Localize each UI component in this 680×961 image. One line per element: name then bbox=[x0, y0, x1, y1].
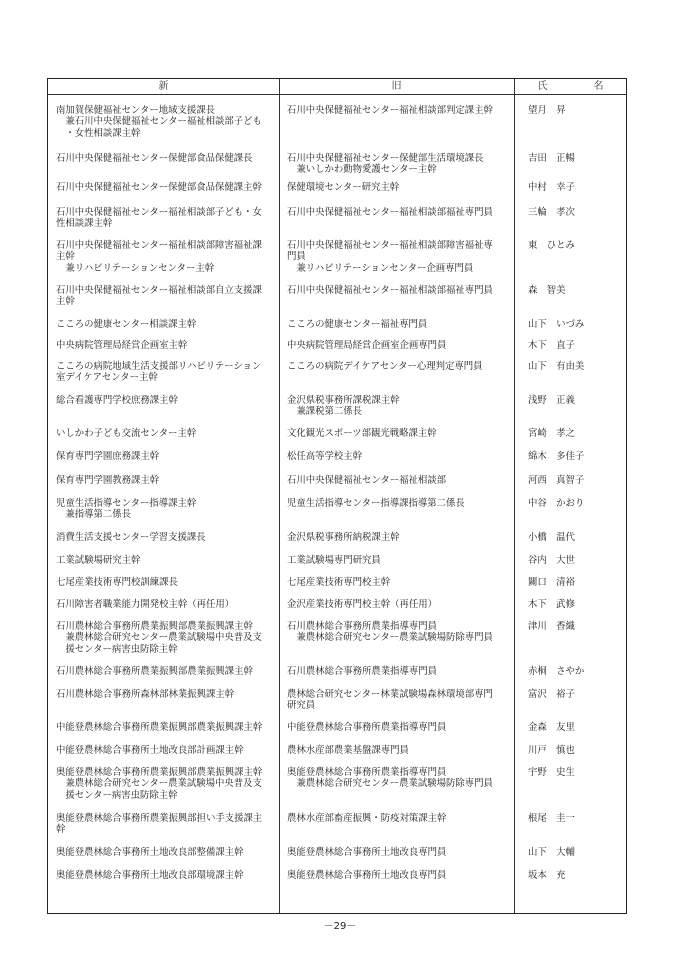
new-position-cell bbox=[56, 577, 276, 588]
person-name-cell: 金森 友里 bbox=[528, 722, 575, 733]
person-name-cell: 川戸 慎也 bbox=[528, 745, 575, 756]
old-position-cell bbox=[287, 722, 511, 733]
person-name-cell: 關口 清裕 bbox=[528, 577, 575, 588]
old-position-cell bbox=[287, 847, 511, 858]
new-position-cell bbox=[56, 240, 276, 274]
text-line: 兼指導第二係長 bbox=[56, 509, 132, 521]
text-line: 兼農林総合研究センター農業試験場中央普及支 bbox=[56, 632, 262, 644]
person-name-cell: 森 智美 bbox=[528, 285, 566, 296]
text-line: 性相談課主幹 bbox=[56, 218, 113, 230]
text-line: 七尾産業技術専門校訓練課長 bbox=[56, 577, 178, 588]
person-name-cell: 坂本 充 bbox=[528, 870, 566, 881]
text-line: 農林水産部農業基盤課専門員 bbox=[287, 745, 409, 756]
old-position-cell bbox=[287, 182, 511, 193]
new-position-cell bbox=[56, 340, 276, 351]
new-position-cell bbox=[56, 207, 276, 230]
text-line: こころの病院地域生活支援部リハビリテーション bbox=[56, 361, 262, 372]
text-line: 中央病院管理局経営企画室企画専門員 bbox=[287, 340, 447, 351]
text-line: こころの病院デイケアセンター心理判定専門員 bbox=[287, 361, 483, 372]
text-line: 兼農林総合研究センター農業試験場防除専門員 bbox=[287, 632, 493, 644]
header-name: 氏 名 bbox=[537, 81, 622, 92]
text-line: 石川中央保健福祉センター福祉相談部福祉専門員 bbox=[287, 285, 493, 296]
old-position-cell bbox=[287, 666, 511, 677]
old-position-cell bbox=[287, 361, 511, 372]
text-line: 金沢産業技術専門校主幹（再任用） bbox=[287, 599, 438, 610]
old-position-cell bbox=[287, 870, 511, 881]
person-name-cell: 東 ひとみ bbox=[528, 240, 575, 251]
text-line: 石川中央保健福祉センター福祉相談部障害福祉専 bbox=[287, 240, 493, 251]
text-line: 石川障害者職業能力開発校主幹（再任用） bbox=[56, 599, 235, 610]
new-position-cell bbox=[56, 666, 276, 677]
header-new: 新 bbox=[158, 81, 169, 92]
person-name-cell: 木下 直子 bbox=[528, 340, 575, 351]
text-line: 保健環境センター研究主幹 bbox=[287, 182, 400, 193]
text-line: 南加賀保健福祉センター地域支援課長 bbox=[56, 105, 216, 116]
person-name-cell: 赤桐 さやか bbox=[528, 666, 585, 677]
text-line: こころの健康センター相談課主幹 bbox=[56, 319, 197, 330]
new-position-cell bbox=[56, 870, 276, 881]
text-line: 工業試験場研究主幹 bbox=[56, 555, 141, 566]
person-name-cell: 小橋 温代 bbox=[528, 532, 575, 543]
text-line: 保育専門学園庶務課主幹 bbox=[56, 451, 160, 462]
text-line: 幹 bbox=[56, 824, 66, 836]
new-position-cell bbox=[56, 689, 276, 700]
text-line: 石川中央保健福祉センター福祉相談部子ども・女 bbox=[56, 207, 262, 218]
new-position-cell bbox=[56, 319, 276, 330]
person-name-cell: 山下 大輔 bbox=[528, 847, 575, 858]
text-line: 兼農林総合研究センター農業試験場中央普及支 bbox=[56, 778, 262, 790]
text-line: 奥能登農林総合事務所土地改良専門員 bbox=[287, 847, 447, 858]
text-line: 主幹 bbox=[56, 251, 75, 263]
text-line: 消費生活支援センター学習支援課長 bbox=[56, 532, 206, 543]
text-line: 奥能登農林総合事務所農業指導専門員 bbox=[287, 767, 447, 778]
text-line: 門員 bbox=[287, 251, 306, 263]
old-position-cell bbox=[287, 475, 511, 486]
old-position-cell bbox=[287, 451, 511, 462]
text-line: ・女性相談課主幹 bbox=[56, 127, 141, 139]
text-line: 石川中央保健福祉センター保健部食品保健課主幹 bbox=[56, 182, 262, 193]
text-line: 石川農林総合事務所農業振興部農業振興課主幹 bbox=[56, 621, 253, 632]
new-position-cell bbox=[56, 599, 276, 610]
text-line: 石川中央保健福祉センター福祉相談部福祉専門員 bbox=[287, 207, 493, 218]
person-name-cell: 綿木 多佳子 bbox=[528, 451, 585, 462]
text-line: 児童生活指導センター指導課主幹 bbox=[56, 498, 197, 509]
table-header bbox=[48, 79, 626, 95]
old-position-cell bbox=[287, 498, 511, 509]
old-position-cell bbox=[287, 599, 511, 610]
person-name-cell: 河西 真智子 bbox=[528, 475, 585, 486]
person-name-cell: 中村 幸子 bbox=[528, 182, 575, 193]
text-line: こころの健康センター福祉専門員 bbox=[287, 319, 428, 330]
old-position-cell bbox=[287, 577, 511, 588]
old-position-cell bbox=[287, 319, 511, 330]
new-position-cell bbox=[56, 451, 276, 462]
text-line: 兼リハビリテーションセンター企画専門員 bbox=[287, 262, 474, 274]
new-position-cell bbox=[56, 361, 276, 384]
text-line: 援センター病害虫防除主幹 bbox=[56, 789, 178, 801]
new-position-cell bbox=[56, 767, 276, 801]
new-position-cell bbox=[56, 847, 276, 858]
text-line: 兼リハビリテーションセンター主幹 bbox=[56, 262, 215, 274]
new-position-cell bbox=[56, 475, 276, 486]
person-name-cell: 根尾 圭一 bbox=[528, 813, 575, 824]
new-position-cell bbox=[56, 621, 276, 655]
text-line: 石川中央保健福祉センター保健部食品保健課長 bbox=[56, 153, 253, 164]
text-line: 保育専門学園教務課主幹 bbox=[56, 475, 160, 486]
text-line: いしかわ子ども交流センター主幹 bbox=[56, 428, 197, 439]
text-line: 工業試験場専門研究員 bbox=[287, 555, 381, 566]
text-line: 児童生活指導センター指導課指導第二係長 bbox=[287, 498, 465, 509]
new-position-cell bbox=[56, 285, 276, 308]
old-position-cell bbox=[287, 767, 511, 790]
text-line: 石川中央保健福祉センター福祉相談部 bbox=[287, 475, 447, 486]
personnel-table bbox=[47, 78, 627, 914]
new-position-cell bbox=[56, 428, 276, 439]
person-name-cell: 津川 香織 bbox=[528, 621, 575, 632]
text-line: 奥能登農林総合事務所土地改良専門員 bbox=[287, 870, 447, 881]
person-name-cell: 望月 昇 bbox=[528, 105, 566, 116]
text-line: 石川中央保健福祉センター福祉相談部自立支援課 bbox=[56, 285, 262, 296]
text-line: 奥能登農林総合事務所土地改良部環境課主幹 bbox=[56, 870, 244, 881]
text-line: 援センター病害虫防除主幹 bbox=[56, 643, 178, 655]
old-position-cell bbox=[287, 207, 511, 218]
new-position-cell bbox=[56, 722, 276, 733]
old-position-cell bbox=[287, 745, 511, 756]
text-line: 石川農林総合事務所農業指導専門員 bbox=[287, 666, 438, 677]
person-name-cell: 富沢 裕子 bbox=[528, 689, 575, 700]
old-position-cell bbox=[287, 285, 511, 296]
new-position-cell bbox=[56, 813, 276, 836]
person-name-cell: 中谷 かおり bbox=[528, 498, 585, 509]
old-position-cell bbox=[287, 395, 511, 418]
text-line: 松任高等学校主幹 bbox=[287, 451, 363, 462]
person-name-cell: 山下 いづみ bbox=[528, 319, 585, 330]
text-line: 総合看護専門学校庶務課主幹 bbox=[56, 395, 178, 406]
page-number: －29－ bbox=[323, 921, 357, 932]
text-line: 金沢県税事務所納税課主幹 bbox=[287, 532, 400, 543]
text-line: 七尾産業技術専門校主幹 bbox=[287, 577, 391, 588]
person-name-cell: 宮崎 孝之 bbox=[528, 428, 575, 439]
old-position-cell bbox=[287, 621, 511, 644]
person-name-cell: 山下 有由美 bbox=[528, 361, 585, 372]
text-line: 石川農林総合事務所森林部林業振興課主幹 bbox=[56, 689, 235, 700]
text-line: 中央病院管理局経営企画室主幹 bbox=[56, 340, 188, 351]
text-line: 中能登農林総合事務所土地改良部計画課主幹 bbox=[56, 745, 244, 756]
old-position-cell bbox=[287, 555, 511, 566]
new-position-cell bbox=[56, 105, 276, 139]
text-line: 中能登農林総合事務所農業指導専門員 bbox=[287, 722, 447, 733]
text-line: 兼農林総合研究センター農業試験場防除専門員 bbox=[287, 778, 493, 790]
text-line: 兼いしかわ動物愛護センター主幹 bbox=[287, 164, 437, 176]
text-line: 奥能登農林総合事務所農業振興部担い手支援課主 bbox=[56, 813, 263, 824]
new-position-cell bbox=[56, 153, 276, 164]
new-position-cell bbox=[56, 395, 276, 406]
text-line: 室デイケアセンター主幹 bbox=[56, 372, 158, 384]
text-line: 奥能登農林総合事務所土地改良部整備課主幹 bbox=[56, 847, 244, 858]
text-line: 金沢県税事務所課税課主幹 bbox=[287, 395, 400, 406]
person-name-cell: 木下 武修 bbox=[528, 599, 575, 610]
new-position-cell bbox=[56, 498, 276, 521]
text-line: 兼石川中央保健福祉センター福祉相談部子ども bbox=[56, 116, 262, 128]
old-position-cell bbox=[287, 153, 511, 176]
old-position-cell bbox=[287, 428, 511, 439]
old-position-cell bbox=[287, 240, 511, 274]
old-position-cell bbox=[287, 340, 511, 351]
text-line: 農林水産部畜産振興・防疫対策課主幹 bbox=[287, 813, 447, 824]
text-line: 石川農林総合事務所農業指導専門員 bbox=[287, 621, 438, 632]
new-position-cell bbox=[56, 182, 276, 193]
new-position-cell bbox=[56, 555, 276, 566]
person-name-cell: 三輪 孝次 bbox=[528, 207, 575, 218]
text-line: 奥能登農林総合事務所農業振興部農業振興課主幹 bbox=[56, 767, 263, 778]
old-position-cell bbox=[287, 105, 511, 116]
person-name-cell: 浅野 正義 bbox=[528, 395, 575, 406]
old-position-cell bbox=[287, 689, 511, 712]
text-line: 文化観光スポーツ部観光戦略課主幹 bbox=[287, 428, 437, 439]
column-divider bbox=[279, 79, 280, 913]
text-line: 石川中央保健福祉センター保健部生活環境課長 bbox=[287, 153, 484, 164]
person-name-cell: 吉田 正暢 bbox=[528, 153, 575, 164]
text-line: 石川農林総合事務所農業振興部農業振興課主幹 bbox=[56, 666, 253, 677]
text-line: 兼課税第二係長 bbox=[287, 406, 363, 418]
new-position-cell bbox=[56, 532, 276, 543]
person-name-cell: 宇野 史生 bbox=[528, 767, 575, 778]
column-divider bbox=[514, 79, 515, 913]
text-line: 石川中央保健福祉センター福祉相談部判定課主幹 bbox=[287, 105, 493, 116]
text-line: 農林総合研究センター林業試験場森林環境部専門 bbox=[287, 689, 493, 700]
text-line: 中能登農林総合事務所農業振興部農業振興課主幹 bbox=[56, 722, 263, 733]
old-position-cell bbox=[287, 532, 511, 543]
text-line: 石川中央保健福祉センター福祉相談部障害福祉課 bbox=[56, 240, 262, 251]
header-old: 旧 bbox=[391, 81, 402, 92]
old-position-cell bbox=[287, 813, 511, 824]
person-name-cell: 谷内 大世 bbox=[528, 555, 575, 566]
text-line: 研究員 bbox=[287, 700, 316, 712]
new-position-cell bbox=[56, 745, 276, 756]
text-line: 主幹 bbox=[56, 296, 75, 308]
